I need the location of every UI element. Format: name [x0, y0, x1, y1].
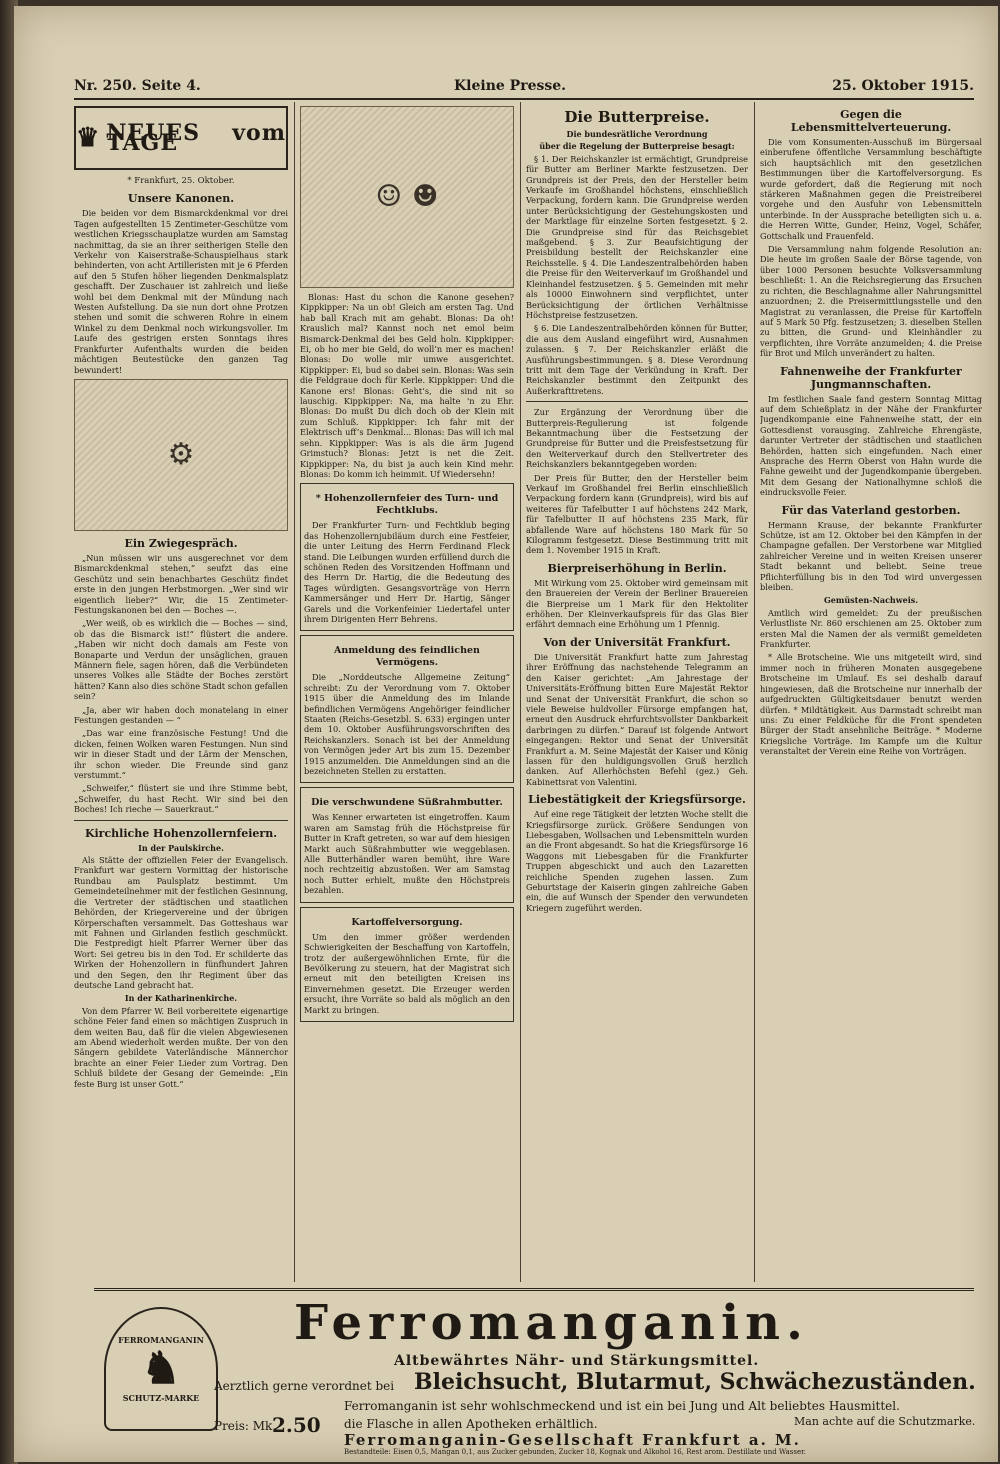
paper-name: Kleine Presse. — [454, 78, 567, 94]
article-paragraph: „Nun müssen wir uns ausgerechnet vor dem Bismarckdenkmal stehen,“ seufzt das eine Geschütz und sein benachbartes Geschütz findet erste in den jungen Herbstmorgen. „Wer sind wir eigentlich lieber?“ Wir, die 15 Zentimeter-Festungskanonen bei den — Boches —. — [74, 552, 288, 615]
ad-logo — [104, 1307, 218, 1431]
article-paragraph: Um den immer größer werdenden Schwierigkeiten der Beschaffung von Kartoffeln, trotz der außergewöhnlichen Ernte, für die Bevölkerung zu steuern, hat der Magistrat sich erneut mit den beteiligten Kreisen ins Einvernehmen gesetzt. Die Erzeuger werden ersucht, ihre Vorräte so bald als möglich an den Markt zu bringen. — [304, 931, 510, 1015]
masthead — [74, 76, 974, 100]
two-figures-cartoon: ☺ ☻ — [300, 106, 514, 288]
article-paragraph: Der Frankfurter Turn- und Fechtklub beging das Hohenzollernjubiläum durch eine Festfeier, die unter Leitung des Herrn Ferdinand Fleck stand. Die Leibungen wurden erfüllend durch die schönen Reden des Vorsitzenden Hoffmann und des Herrn Dr. Hartig, die die Bedeutung des Tages würdigten. Gesangsvorträge von Herrn Kammersänger und Herr Dr. Hartig, Sänger Garels und die Vorkenfeinier Liedertafel unter ihrem Dirigenten Herr Behrens. — [304, 520, 510, 624]
ad-ingredients: Bestandteile: Eisen 0,5, Mangan 0,1, aus Zucker gebunden, Zucker 18, Kognak und Alkohol 16, Rest arom. Destillate und Wasser. — [344, 1448, 806, 1456]
article-paragraph: Zur Ergänzung der Verordnung über die Butterpreis-Regulierung ist folgende Bekanntmachung über die Festsetzung der Grundpreise für Butter und die Preisfestsetzung für den Weiterverkauf durch den Stellvertreter des Reichskanzlers bekanntgegeben worden: — [526, 407, 748, 470]
article-paragraph: Im festlichen Saale fand gestern Sonntag Mittag auf dem Schießplatz in der Nähe der Frankfurter Jugendkompanie eine Fahnenweihe statt, der ein Gottesdienst vorausging. Zahlreiche Ehrengäste, darunter Vertreter der städtischen und staatlichen Behörden, hatten sich eingefunden. Nach einer Ansprache des Herrn Oberst von Hahn wurde die Fahne geweiht und der Jugendkompanie übergeben. Mit dem Gesang der Nationalhymne schloß die eindrucksvolle Feier. — [760, 393, 982, 498]
article-paragraph: Was Kenner erwarteten ist eingetroffen. Kaum waren am Samstag früh die Höchstpreise für Butter in Kraft getreten, so war auf dem hiesigen Markt auch Süßrahmbutter wie weggeblasen. Alle Butterhändler waren bemüht, ihre Ware noch rechtzeitig abzustoßen. Wer am Samstag noch Butter erhielt, mußte den Höchstpreis bezahlen. — [304, 812, 510, 896]
article-paragraph: § 1. Der Reichskanzler ist ermächtigt, Grundpreise für Butter am Berliner Markte festzusetzen. Der Grundpreis ist der Preis, den der Hersteller beim Verkaufe im Großhandel höchstens, einschließlich Verpackung, fordern kann. Die Grundpreise werden unter Berücksichtigung der Gestehungskosten und der Marktlage für einzelne Sorten festgesetzt. § 2. Die Grundpreise sind für das Reichsgebiet maßgebend. § 3. Zur Beaufsichtigung der Preisbildung bestellt der Reichskanzler eine Reichsstelle. § 4. Die Landeszentralbehörden haben die Preise für den Weiterverkauf im Großhandel und Kleinhandel festzusetzen. § 5. Gemeinden mit mehr als 10000 Einwohnern sind verpflichtet, unter Berücksichtigung der örtlichen Verhältnisse Höchstpreise festzusetzen. — [526, 153, 748, 320]
column-1 — [74, 102, 288, 1282]
ad-indications: Bleichsucht, Blutarmut, Schwächezuständen. — [414, 1369, 976, 1395]
article-heading: Ein Zwiegespräch. — [124, 536, 238, 550]
boxed-article — [300, 635, 514, 783]
article-paragraph: Die „Norddeutsche Allgemeine Zeitung“ schreibt: Zu der Verordnung vom 7. Oktober 1915 über die Anmeldung des im Inlande befindlichen Vermögens Angehöriger feindlicher Staaten (Reichs-Gesetzbl. S. 633) ergingen unter dem 10. Oktober Ausführungsvorschriften des Reichskanzlers. Sonach ist bei der Anmeldung von Vermögen jeder Art bis zum 15. Dezember 1915 anzumelden. Die Anmeldungen sind an die bezeichneten Stellen zu erstatten. — [304, 672, 510, 777]
article-paragraph: § 6. Die Landeszentralbehörden können für Butter, die aus dem Ausland eingeführt wird, Ausnahmen zulassen. § 7. Der Reichskanzler erläßt die Ausführungsbestimmungen. § 8. Diese Verordnung tritt mit dem Tage der Verkündung in Kraft. Der Reichskanzler bestimmt den Zeitpunkt des Außerkrafttretens. — [526, 323, 748, 396]
article-paragraph: Hermann Krause, der bekannte Frankfurter Schütze, ist am 12. Oktober bei den Kämpfen in der Champagne gefallen. Der Verstorbene war Mitglied zahlreicher Vereine und in weiten Kreisen unserer Stadt bekannt und beliebt. Seine treue Pflichterfüllung bis in den Tod wird unvergessen bleiben. — [760, 519, 982, 593]
article-subheading: über die Regelung der Butterpreise besagt: — [539, 141, 735, 152]
article-subheading: Die bundesrätliche Verordnung — [566, 129, 708, 139]
article-heading: Liebestätigkeit der Kriegsfürsorge. — [528, 793, 746, 807]
article-paragraph: Amtlich wird gemeldet: Zu der preußischen Verlustliste Nr. 860 erschienen am 25. Oktober zum ersten Mal die Namen der als vermißt gemeldeten Frankfurter. — [760, 607, 982, 650]
ad-logo-subtext: SCHUTZ-MARKE — [122, 1393, 200, 1403]
issue-date: 25. Oktober 1915. — [832, 78, 974, 94]
article-paragraph: Die vom Konsumenten-Ausschuß im Bürgersaal einberufene öffentliche Versammlung beschäftigte sich hauptsächlich mit den gesetzlichen Bestimmungen über die Kartoffelversorgung. Es wurde gefordert, daß die Regierung mit noch stärkeren Maßnahmen gegen die Preistreiberei vorgehe und den Ausfuhr von Lebensmitteln unterbinde. In der Aussprache beteiligten sich u. a. die Herren Witte, Gunder, Heinz, Vogel, Schäfer, Gottschalk und Frauenfeld. — [760, 137, 982, 241]
article-heading: Unsere Kanonen. — [127, 192, 235, 206]
article-paragraph: Die Universität Frankfurt hatte zum Jahrestag ihrer Eröffnung das nachstehende Telegramm an den Kaiser gerichtet: „Am Jahrestage der Universitäts-Eröffnung bitten Eure Majestät Rektor und Senat der Universität Frankfurt, die schon so viele Beweise huldvoller Fürsorge empfangen hat, erneut den Ausdruck ehrfurchtsvollster Dankbarkeit darbringen zu dürfen.“ Darauf ist folgende Antwort eingegangen: Rektor und Senat der Universität Frankfurt a. M. Seine Majestät der Kaiser und König lassen für den huldigungsvollen Gruß herzlich danken. Auf Allerhöchsten Befehl (gez.) Geh. Kabinettsrat von Valentini. — [526, 651, 748, 787]
article-heading: Fahnenweihe der Frankfurter Jungmannschaften. — [780, 364, 962, 391]
article-paragraph: „Wer weiß, ob es wirklich die — Boches — sind, ob das die Bismarck ist!“ flüstert die andere. „Haben wir nicht doch damals am Feste von Bonaparte und Verdun der unsäglichen, grauen Männern fiele, sagen hören, daß die Verbündeten unseres Volkes alle Städte der Boches zerstört hätten? Kann also dies schöne Stadt schon gefallen sein? — [74, 618, 288, 702]
article-heading: Die Butterpreise. — [564, 108, 710, 126]
article-subheading: Gemüsten-Nachweis. — [823, 595, 919, 606]
article-paragraph: „Das war eine französische Festung! Und die dicken, feinen Wolken waren Festungen. Nun sind wir in dieser Stadt und der Lärm der Menschen, ihr schon wieder. Die Freunde sind ganz verstummt.“ — [74, 728, 288, 781]
article-paragraph: Auf eine rege Tätigkeit der letzten Woche stellt die Kriegsfürsorge zurück. Größere Sendungen von Liebesgaben, Wollsachen und Lebensmitteln wurden an die Front abgesandt. So hat die Kriegsfürsorge 16 Waggons mit Liebesgaben für die Frankfurter Truppen abgeschickt und auch den Lazaretten reichliche Spenden zugehen lassen. Zum Geburtstage der Kaiserin gingen zahlreiche Gaben ein, die auf Wunsch der Spender den verwundeten Kriegern zugeführt werden. — [526, 809, 748, 913]
divider — [526, 401, 748, 402]
column-2 — [300, 102, 514, 1282]
article-heading: Bierpreiserhöhung in Berlin. — [547, 561, 727, 575]
ad-company: Ferromanganin-Gesellschaft Frankfurt a. M. — [344, 1431, 801, 1449]
article-paragraph: Als Stätte der offiziellen Feier der Evangelisch. Frankfurt war gestern Vormittag der historische Rundbau am Paulsplatz bestimmt. Um Gemeindeteilnehmer mit der festlichen Gesinnung, die Vertreter der städtischen und staatlichen Behörden, der Kriegervereine und der übrigen Körperschaften versammelt. Das Gotteshaus war mit Fahnen und Girlanden festlich geschmückt. Die Festpredigt hielt Pfarrer Werner über das Wort: Sei getreu bis in den Tod. Er schilderte das Wirken der Hohenzollern in fünfhundert Jahren und den Segen, den ihr Regiment über das deutsche Land gebracht hat. — [74, 855, 288, 990]
article-heading: Gegen die Lebensmittelverteuerung. — [790, 108, 952, 134]
ferromanganin-advertisement — [94, 1288, 974, 1455]
ad-text: die Flasche in allen Apotheken erhältlich. — [344, 1417, 598, 1431]
article-heading: Anmeldung des feindlichen Vermögens. — [334, 645, 480, 669]
column-rule — [754, 102, 755, 1282]
boxed-article — [300, 787, 514, 902]
article-heading: Kartoffelversorgung. — [351, 916, 463, 928]
column-rule — [520, 102, 521, 1282]
ad-text: Man achte auf die Schutzmarke. — [794, 1415, 976, 1428]
cannon-crowd-illustration: ⚙ — [74, 379, 288, 531]
ad-text: Aerztlich gerne verordnet bei — [214, 1379, 395, 1393]
boxed-article — [300, 907, 514, 1022]
article-paragraph: Die beiden vor dem Bismarckdenkmal vor drei Tagen aufgestellten 15 Zentimeter-Geschütze vom westlichen Kriegsschauplatze wurden am Samstag nachmittag, da sie an ihrer seitherigen Stelle den Verkehr von Kaiserstraße-Schauspielhaus stark behinderten, von acht Artilleristen mit je 6 Pferden auf den 5 Stufen höher liegenden Denkmalsplatz geschafft. Der Zuschauer ist zahlreich und ließe wohl bei dem Denkmal mit der Mündung nach Westen Aufstellung. Da sie nun dort ohne Protzen stehen und somit die schweren Rohre in einem Winkel zu dem Denkmal noch wirkungsvoller. Im Laufe des gestrigen ersten Sonntags ihres Frankfurter Aufenthalts wurden die beiden mächtigen Beutestücke den ganzen Tag bewundert! — [74, 208, 288, 375]
article-subheading: In der Katharinenkirche. — [124, 993, 238, 1004]
article-heading: Kirchliche Hohenzollernfeiern. — [84, 826, 278, 840]
article-paragraph: „Schweifer,“ flüstert sie und ihre Stimme bebt, „Schweifer, du hast Recht. Wir sind bei den Boches! Ich rieche — Sauerkraut.“ — [74, 783, 288, 815]
article-paragraph: Der Preis für Butter, den der Hersteller beim Verkauf im Großhandel frei Berlin einschließlich Verpackung fordern kann (Grundpreis), wird bis auf weiteres für Tafelbutter I auf höchstens 242 Mark, für Tafelbutter II auf höchstens 235 Mark, für abfallende Ware auf höchstens 180 Mark für 50 Kilogramm festgesetzt. Diese Bestimmung tritt mit dem 1. November 1915 in Kraft. — [526, 472, 748, 556]
divider — [74, 820, 288, 821]
article-paragraph: * Alle Brotscheine. Wie uns mitgeteilt wird, sind immer noch in früheren Monaten ausgegebene Brotscheine im Umlauf. Es sei deshalb darauf hingewiesen, daß die Brotscheine nur innerhalb der aufgedruckten Gültigkeitsdauer benutzt werden dürfen. * Mildtätigkeit. Aus Darmstadt schreibt man uns: Zu einer Feldküche für die Front spendeten Bürger der Stadt ansehnliche Beiträge. * Moderne Kriegsliche Vorträge. Im Kampfe um die Kultur veranstaltet der Verein eine Reihe von Vorträgen. — [760, 652, 982, 757]
article-heading: * Hohenzollernfeier des Turn- und Fechtklubs. — [315, 493, 499, 517]
ad-title: Ferromanganin. — [294, 1295, 809, 1351]
ad-tagline: Altbewährtes Nähr- und Stärkungsmittel. — [394, 1353, 760, 1369]
article-heading: Von der Universität Frankfurt. — [543, 635, 731, 649]
column-4 — [760, 102, 982, 1282]
issue-number: Nr. 250. Seite 4. — [74, 78, 201, 94]
column-3 — [526, 102, 748, 1282]
article-paragraph: Mit Wirkung vom 25. Oktober wird gemeinsam mit den Brauereien der Verein der Berliner Brauereien die Bierpreise um 1 Mark für den Hektoliter erhöhen. Der Kleinverkaufspreis für das Glas Bier erfährt demnach eine Erhöhung um 1 Pfennig. — [526, 577, 748, 630]
eagle-icon: ♛ — [76, 122, 101, 153]
article-paragraph: „Ja, aber wir haben doch monatelang in einer Festungen gestanden — “ — [74, 704, 288, 725]
column-rule — [294, 102, 295, 1282]
article-heading: Für das Vaterland gestorben. — [781, 503, 961, 517]
ad-price: 2.50 — [272, 1413, 321, 1437]
article-paragraph: Von dem Pfarrer W. Beil vorbereitete eigenartige schöne Feier fand einen so mächtigen Zuspruch in dem weiten Bau, daß für die vielen Abgewiesenen am Abend wiederholt werden mußte. Der von den Sängern gebildete Vaterländische Männerchor brachte an einer Feier Lieder zum Vortrag. Den Schluß bildete der Gesang der Gemeinde: „Ein feste Burg ist unser Gott.“ — [74, 1005, 288, 1089]
ad-price-label: Preis: Mk. — [214, 1419, 277, 1433]
article-heading: Die verschwundene Süßrahmbutter. — [311, 797, 503, 809]
ad-logo-text: FERROMANGANIN — [118, 1335, 204, 1345]
newspaper-page — [14, 6, 998, 1462]
knight-head-icon: ♞ — [141, 1343, 181, 1394]
section-logo-text: NEUES vom TAGE — [106, 119, 286, 156]
article-subheading: In der Paulskirche. — [138, 842, 224, 853]
dialogue-paragraph: Blonas: Hast du schon die Kanone gesehen? Kippkipper: Na un ob! Gleich am ersten Tag. Und hab ball Krach mit am gehabt. Blonas: Da oh! Krauslich mal? Kannst noch net emol beim Bismarck-Denkmal dei bes Geld holn. Kippkipper: Ei, ob ho mer bie Geld, do woll’n mer es machen! Blonas: Do wolle mir umwe ausgerichtet. Kippkipper: Ei, bud so dabei sein. Blonas: Was sein die Feldgraue doch für Kerle. Kippkipper: Und die Kanone ers! Blonas: Geht’s, die sind nit so lauschig. Kippkipper: Na, ma halte 'n zu Ehr. Blonas: Do mußt Du dich doch ob der Klein mit zum Schluß. Kippkipper: Ich fahr mit der Elektrisch uff’s Denkmal... Blonas: Das will ich mal sehn. Kippkipper: Was is als die ärm Jugend Grimstuch? Blonas: Jetzt is net die Zeit. Kippkipper: Na, du bist ja auch kein Kind mehr. Blonas: Do komm ich heimmit. Uf Wiedersehn! — [300, 292, 514, 479]
section-logo — [74, 106, 288, 170]
article-paragraph: Die Versammlung nahm folgende Resolution an: Die heute im großen Saale der Börse tagende, von über 1000 Personen besuchte Volksversammlung beschließt: 1. An die Reichsregierung das Ersuchen zu richten, die Beschlagnahme aller Nahrungsmittel anzuordnen; 2. die Preisermittlungsstelle und den Magistrat zu veranlassen, die Preise für Kartoffeln auf 5 Mark 50 Pfg. festzusetzen; 3. dieselben Stellen zu bitten, die Grund- und Kleinhändler zu verpflichten, ihre Vorräte anzumelden; 4. die Preise für Brot und Milch unverändert zu halten. — [760, 244, 982, 359]
dateline: * Frankfurt, 25. Oktober. — [127, 176, 235, 186]
boxed-article — [300, 483, 514, 631]
ad-text: Ferromanganin ist sehr wohlschmeckend und ist ein bei Jung und Alt beliebtes Hausmittel. — [344, 1399, 900, 1413]
